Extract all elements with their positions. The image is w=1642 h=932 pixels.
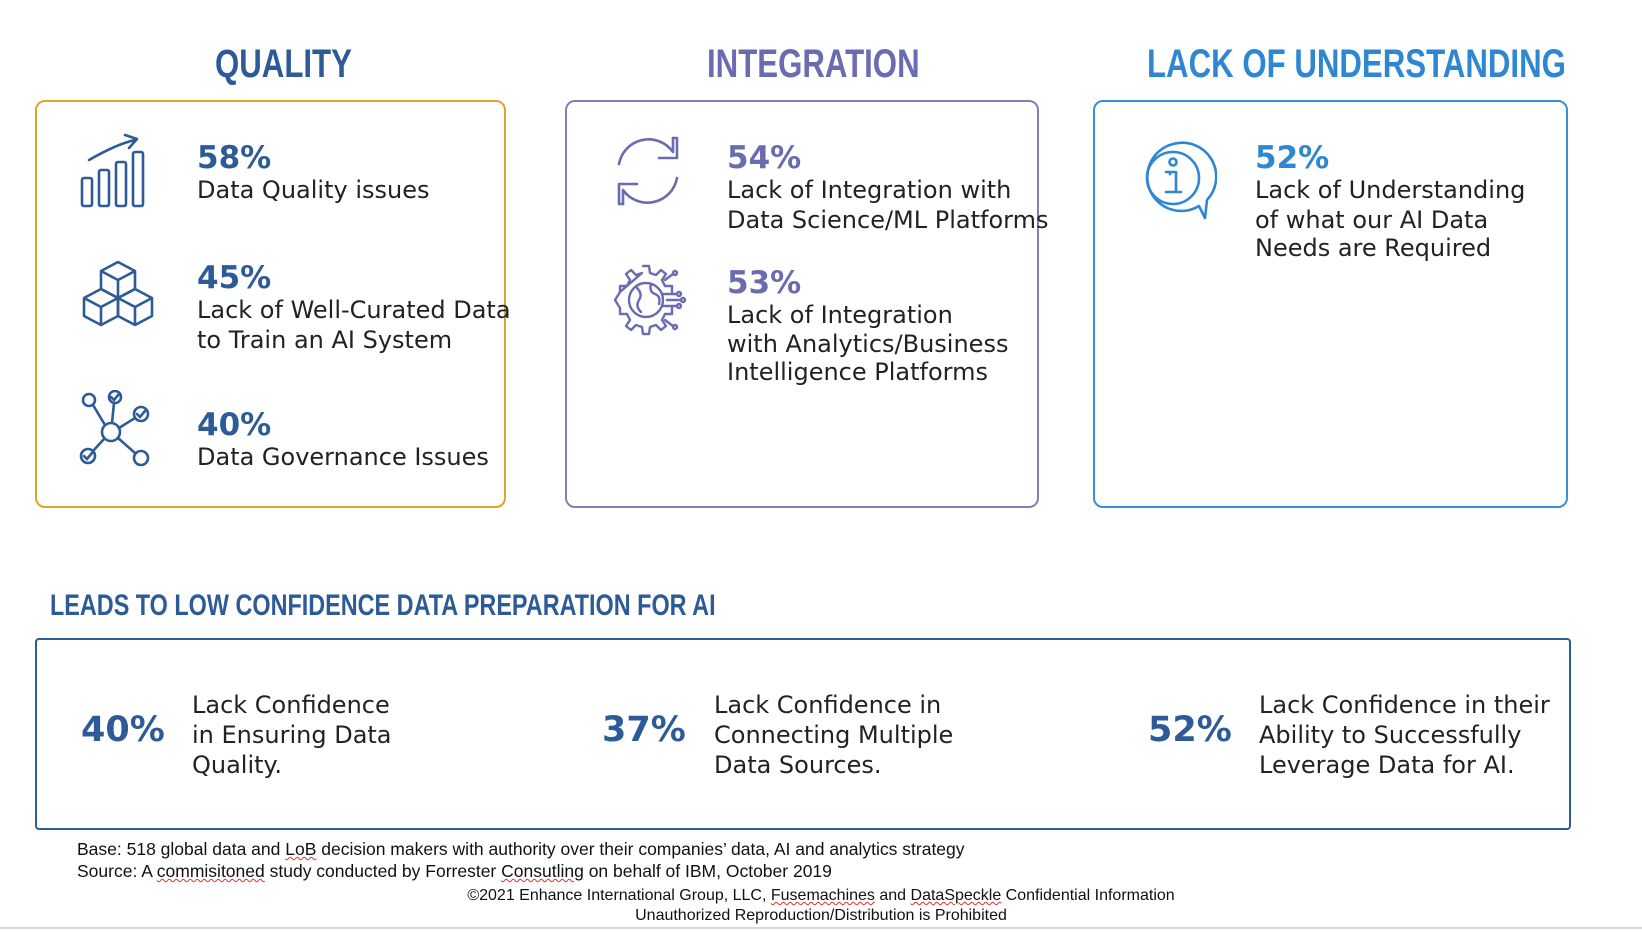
quality-desc-2a: Lack of Well-Curated Data [197, 296, 511, 324]
quality-pct-3: 40% [197, 407, 272, 443]
integration-desc-2c: Intelligence Platforms [727, 358, 988, 386]
confidence-text-3b: Ability to Successfully [1259, 721, 1522, 749]
quality-pct-1: 58% [197, 140, 272, 176]
footer-base-text-c: decision makers with authority over their companies’ data, AI and analytics strategy [316, 839, 965, 859]
confidence-text-1 [192, 690, 392, 780]
footer-source [77, 860, 832, 882]
sync-arrows-icon [607, 130, 689, 212]
quality-desc-2b: to Train an AI System [197, 326, 453, 354]
confidence-text-3 [1259, 690, 1550, 780]
footer-source-text-b: commisitoned [156, 861, 265, 881]
understanding-desc-c: Needs are Required [1255, 234, 1492, 262]
confidence-text-2a: Lack Confidence in [714, 691, 942, 719]
integration-desc-1b: Data Science/ML Platforms [727, 206, 1049, 234]
footer-copy-e: Confidential Information [1001, 887, 1175, 904]
confidence-panel [35, 638, 1571, 830]
footer-copyright [0, 886, 1642, 906]
footer-source-text-c: study conducted by Forrester [264, 861, 502, 881]
bar-chart-growth-icon [77, 130, 159, 212]
quality-panel [35, 100, 511, 508]
footer-copy-b: Fusemachines [770, 887, 875, 904]
integration-desc-2a: Lack of Integration [727, 301, 953, 329]
footer-copy-a: ©2021 Enhance International Group, LLC, [467, 887, 771, 904]
confidence-text-2c: Data Sources. [714, 751, 882, 779]
footer-copy-d: DataSpeckle [910, 887, 1002, 904]
integration-title: INTEGRATION [707, 42, 920, 86]
understanding-pct-1: 52% [1255, 140, 1330, 176]
integration-panel [565, 100, 1049, 508]
integration-desc-2b: with Analytics/Business [727, 330, 1009, 358]
footer-source-text-d: Consutling [501, 861, 584, 881]
network-nodes-icon [77, 390, 159, 472]
quality-desc-3: Data Governance Issues [197, 443, 489, 471]
integration-pct-2: 53% [727, 265, 802, 301]
confidence-pct-1: 40% [81, 710, 165, 750]
integration-pct-1: 54% [727, 140, 802, 176]
understanding-desc-b: of what our AI Data [1255, 206, 1489, 234]
footer-base [77, 838, 965, 860]
footer-source-text-e: on behalf of IBM, October 2019 [583, 861, 832, 881]
integration-desc-1a: Lack of Integration with [727, 176, 1012, 204]
confidence-text-1a: Lack Confidence [192, 691, 390, 719]
quality-title: QUALITY [215, 42, 352, 86]
confidence-text-2 [714, 690, 953, 780]
confidence-text-3a: Lack Confidence in their [1259, 691, 1550, 719]
confidence-title: LEADS TO LOW CONFIDENCE DATA PREPARATION FOR AI [50, 589, 716, 622]
confidence-text-1c: Quality. [192, 751, 282, 779]
understanding-desc-a: Lack of Understanding [1255, 176, 1526, 204]
footer-copy-c: and [874, 887, 911, 904]
understanding-panel [1093, 100, 1568, 508]
confidence-pct-2: 37% [602, 710, 686, 750]
confidence-text-2b: Connecting Multiple [714, 721, 954, 749]
quality-desc-1: Data Quality issues [197, 176, 430, 204]
quality-pct-2: 45% [197, 260, 272, 296]
gear-globe-icon [607, 260, 689, 342]
confidence-pct-3: 52% [1148, 710, 1232, 750]
understanding-title: LACK OF UNDERSTANDING [1147, 42, 1566, 86]
footer-base-text-b: LoB [285, 839, 317, 859]
cubes-icon [77, 260, 159, 342]
footer-source-text-a: Source: A [77, 861, 157, 881]
bottom-divider [0, 927, 1642, 929]
footer-rights: Unauthorized Reproduction/Distribution is Prohibited [635, 907, 1007, 924]
info-bubble-icon [1135, 140, 1217, 222]
footer-base-text-a: Base: 518 global data and [77, 839, 286, 859]
confidence-text-1b: in Ensuring Data [192, 721, 392, 749]
confidence-text-3c: Leverage Data for AI. [1259, 751, 1515, 779]
